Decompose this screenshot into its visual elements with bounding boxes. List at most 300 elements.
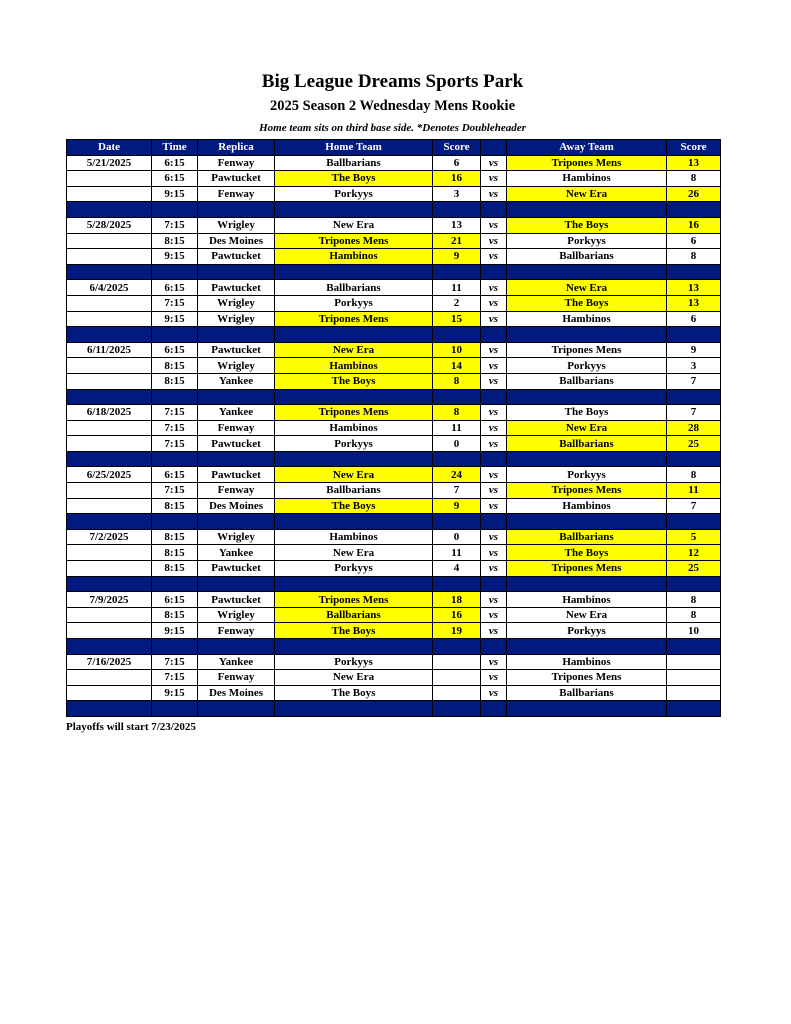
separator-cell (481, 514, 507, 530)
vs-cell: vs (481, 171, 507, 187)
date-cell (67, 483, 152, 499)
table-row (67, 529, 721, 545)
separator-cell (667, 639, 721, 655)
separator-cell (275, 202, 433, 218)
date-cell (67, 623, 152, 639)
table-row (67, 436, 721, 452)
vs-cell: vs (481, 529, 507, 545)
away-score-cell: 25 (667, 436, 721, 452)
replica-cell: Des Moines (198, 685, 275, 701)
replica-cell: Yankee (198, 405, 275, 421)
replica-cell: Pawtucket (198, 467, 275, 483)
away-score-cell: 8 (667, 171, 721, 187)
separator-cell (481, 701, 507, 717)
replica-cell: Pawtucket (198, 280, 275, 296)
separator-cell (198, 639, 275, 655)
away-score-cell (667, 670, 721, 686)
separator-cell (667, 389, 721, 405)
separator-cell (667, 264, 721, 280)
date-cell (67, 373, 152, 389)
home-team-cell: Porkyys (275, 436, 433, 452)
vs-cell: vs (481, 607, 507, 623)
separator-cell (67, 389, 152, 405)
home-score-cell (433, 670, 481, 686)
separator-cell (433, 514, 481, 530)
home-score-cell: 8 (433, 373, 481, 389)
week-separator-row (67, 451, 721, 467)
replica-cell: Pawtucket (198, 561, 275, 577)
replica-cell: Fenway (198, 420, 275, 436)
replica-cell: Fenway (198, 186, 275, 202)
separator-cell (198, 701, 275, 717)
away-score-cell (667, 654, 721, 670)
away-score-cell: 5 (667, 529, 721, 545)
replica-cell: Pawtucket (198, 249, 275, 265)
home-team-cell: The Boys (275, 623, 433, 639)
separator-cell (507, 701, 667, 717)
time-cell: 8:15 (152, 529, 198, 545)
home-team-cell: Hambinos (275, 249, 433, 265)
separator-cell (481, 389, 507, 405)
week-separator-row (67, 264, 721, 280)
separator-cell (152, 264, 198, 280)
week-separator-row (67, 639, 721, 655)
column-header-replica: Replica (198, 140, 275, 156)
table-row (67, 233, 721, 249)
home-team-cell: Hambinos (275, 358, 433, 374)
table-row (67, 545, 721, 561)
away-team-cell: Hambinos (507, 171, 667, 187)
home-score-cell: 3 (433, 186, 481, 202)
table-row (67, 670, 721, 686)
away-team-cell: Porkyys (507, 358, 667, 374)
date-cell: 7/16/2025 (67, 654, 152, 670)
replica-cell: Pawtucket (198, 342, 275, 358)
replica-cell: Wrigley (198, 358, 275, 374)
separator-cell (152, 639, 198, 655)
table-row (67, 685, 721, 701)
home-score-cell: 21 (433, 233, 481, 249)
vs-cell: vs (481, 280, 507, 296)
separator-cell (198, 451, 275, 467)
separator-cell (507, 576, 667, 592)
time-cell: 8:15 (152, 561, 198, 577)
separator-cell (433, 327, 481, 343)
home-score-cell: 11 (433, 545, 481, 561)
week-separator-row (67, 701, 721, 717)
replica-cell: Yankee (198, 545, 275, 561)
away-team-cell: Hambinos (507, 654, 667, 670)
home-team-cell: The Boys (275, 685, 433, 701)
time-cell: 6:15 (152, 342, 198, 358)
separator-cell (198, 576, 275, 592)
schedule-note: Home team sits on third base side. *Denotes Doubleheader (259, 122, 526, 134)
date-cell: 7/2/2025 (67, 529, 152, 545)
separator-cell (667, 576, 721, 592)
home-team-cell: Hambinos (275, 529, 433, 545)
vs-cell: vs (481, 186, 507, 202)
home-score-cell: 9 (433, 498, 481, 514)
vs-cell: vs (481, 249, 507, 265)
vs-cell: vs (481, 685, 507, 701)
away-team-cell: Tripones Mens (507, 670, 667, 686)
time-cell: 9:15 (152, 623, 198, 639)
vs-cell: vs (481, 436, 507, 452)
away-team-cell: Porkyys (507, 623, 667, 639)
date-cell: 6/4/2025 (67, 280, 152, 296)
separator-cell (275, 514, 433, 530)
home-team-cell: Porkyys (275, 561, 433, 577)
date-cell (67, 436, 152, 452)
home-score-cell: 16 (433, 171, 481, 187)
home-score-cell: 2 (433, 295, 481, 311)
separator-cell (481, 639, 507, 655)
home-score-cell: 9 (433, 249, 481, 265)
table-row (67, 420, 721, 436)
away-team-cell: The Boys (507, 405, 667, 421)
away-score-cell: 7 (667, 498, 721, 514)
separator-cell (275, 264, 433, 280)
separator-cell (67, 451, 152, 467)
home-team-cell: Tripones Mens (275, 405, 433, 421)
date-cell (67, 249, 152, 265)
away-team-cell: New Era (507, 280, 667, 296)
time-cell: 6:15 (152, 280, 198, 296)
separator-cell (433, 639, 481, 655)
date-cell: 7/9/2025 (67, 592, 152, 608)
home-score-cell: 11 (433, 280, 481, 296)
separator-cell (433, 202, 481, 218)
replica-cell: Wrigley (198, 607, 275, 623)
away-score-cell: 26 (667, 186, 721, 202)
table-row (67, 654, 721, 670)
separator-cell (152, 202, 198, 218)
vs-cell: vs (481, 483, 507, 499)
separator-cell (67, 264, 152, 280)
date-cell (67, 685, 152, 701)
column-header-vs (481, 140, 507, 156)
separator-cell (433, 451, 481, 467)
separator-cell (198, 264, 275, 280)
table-row (67, 467, 721, 483)
date-cell (67, 186, 152, 202)
separator-cell (152, 576, 198, 592)
separator-cell (198, 514, 275, 530)
time-cell: 6:15 (152, 467, 198, 483)
separator-cell (275, 701, 433, 717)
vs-cell: vs (481, 592, 507, 608)
time-cell: 9:15 (152, 249, 198, 265)
column-header-time: Time (152, 140, 198, 156)
away-team-cell: New Era (507, 607, 667, 623)
away-score-cell: 10 (667, 623, 721, 639)
away-score-cell: 6 (667, 311, 721, 327)
home-team-cell: New Era (275, 217, 433, 233)
column-header-home-team: Home Team (275, 140, 433, 156)
time-cell: 8:15 (152, 233, 198, 249)
separator-cell (481, 576, 507, 592)
week-separator-row (67, 202, 721, 218)
away-score-cell: 16 (667, 217, 721, 233)
vs-cell: vs (481, 467, 507, 483)
column-header-away-score: Score (667, 140, 721, 156)
separator-cell (481, 202, 507, 218)
home-team-cell: Tripones Mens (275, 233, 433, 249)
separator-cell (67, 202, 152, 218)
table-row (67, 483, 721, 499)
home-score-cell: 7 (433, 483, 481, 499)
time-cell: 7:15 (152, 483, 198, 499)
home-team-cell: New Era (275, 342, 433, 358)
vs-cell: vs (481, 670, 507, 686)
time-cell: 7:15 (152, 295, 198, 311)
home-team-cell: Tripones Mens (275, 311, 433, 327)
home-team-cell: Porkyys (275, 295, 433, 311)
week-separator-row (67, 576, 721, 592)
away-team-cell: Hambinos (507, 592, 667, 608)
home-score-cell (433, 685, 481, 701)
separator-cell (507, 202, 667, 218)
separator-cell (152, 451, 198, 467)
separator-cell (433, 264, 481, 280)
away-score-cell: 8 (667, 249, 721, 265)
away-team-cell: The Boys (507, 545, 667, 561)
away-team-cell: The Boys (507, 217, 667, 233)
time-cell: 7:15 (152, 654, 198, 670)
separator-cell (152, 389, 198, 405)
replica-cell: Fenway (198, 670, 275, 686)
away-score-cell: 8 (667, 467, 721, 483)
time-cell: 7:15 (152, 420, 198, 436)
replica-cell: Des Moines (198, 233, 275, 249)
home-team-cell: The Boys (275, 498, 433, 514)
table-row (67, 561, 721, 577)
home-team-cell: Ballbarians (275, 155, 433, 171)
date-cell (67, 233, 152, 249)
vs-cell: vs (481, 342, 507, 358)
home-team-cell: New Era (275, 670, 433, 686)
separator-cell (67, 576, 152, 592)
replica-cell: Fenway (198, 623, 275, 639)
away-score-cell: 25 (667, 561, 721, 577)
time-cell: 8:15 (152, 498, 198, 514)
separator-cell (507, 327, 667, 343)
vs-cell: vs (481, 295, 507, 311)
vs-cell: vs (481, 623, 507, 639)
home-score-cell (433, 654, 481, 670)
time-cell: 9:15 (152, 311, 198, 327)
table-row (67, 311, 721, 327)
away-team-cell: Tripones Mens (507, 155, 667, 171)
week-separator-row (67, 327, 721, 343)
away-team-cell: Ballbarians (507, 529, 667, 545)
away-score-cell: 7 (667, 405, 721, 421)
vs-cell: vs (481, 498, 507, 514)
time-cell: 7:15 (152, 436, 198, 452)
home-score-cell: 14 (433, 358, 481, 374)
table-row (67, 358, 721, 374)
replica-cell: Pawtucket (198, 436, 275, 452)
away-team-cell: The Boys (507, 295, 667, 311)
home-team-cell: New Era (275, 467, 433, 483)
date-cell (67, 498, 152, 514)
home-score-cell: 0 (433, 436, 481, 452)
separator-cell (152, 514, 198, 530)
away-team-cell: Tripones Mens (507, 561, 667, 577)
vs-cell: vs (481, 373, 507, 389)
away-score-cell: 6 (667, 233, 721, 249)
date-cell (67, 545, 152, 561)
time-cell: 7:15 (152, 405, 198, 421)
away-team-cell: Porkyys (507, 233, 667, 249)
away-team-cell: New Era (507, 420, 667, 436)
separator-cell (433, 576, 481, 592)
column-header-away-team: Away Team (507, 140, 667, 156)
separator-cell (67, 701, 152, 717)
date-cell: 6/18/2025 (67, 405, 152, 421)
replica-cell: Wrigley (198, 311, 275, 327)
vs-cell: vs (481, 405, 507, 421)
separator-cell (507, 514, 667, 530)
home-score-cell: 13 (433, 217, 481, 233)
separator-cell (507, 264, 667, 280)
separator-cell (152, 701, 198, 717)
time-cell: 8:15 (152, 545, 198, 561)
schedule-table (66, 139, 721, 717)
home-score-cell: 19 (433, 623, 481, 639)
away-team-cell: Ballbarians (507, 249, 667, 265)
separator-cell (198, 327, 275, 343)
table-row (67, 498, 721, 514)
table-row (67, 373, 721, 389)
time-cell: 8:15 (152, 607, 198, 623)
away-team-cell: Ballbarians (507, 685, 667, 701)
replica-cell: Pawtucket (198, 592, 275, 608)
home-score-cell: 0 (433, 529, 481, 545)
home-team-cell: The Boys (275, 171, 433, 187)
table-row (67, 155, 721, 171)
separator-cell (67, 327, 152, 343)
vs-cell: vs (481, 217, 507, 233)
vs-cell: vs (481, 233, 507, 249)
date-cell: 5/28/2025 (67, 217, 152, 233)
away-team-cell: Tripones Mens (507, 342, 667, 358)
time-cell: 8:15 (152, 358, 198, 374)
time-cell: 6:15 (152, 592, 198, 608)
home-team-cell: The Boys (275, 373, 433, 389)
replica-cell: Yankee (198, 373, 275, 389)
time-cell: 6:15 (152, 171, 198, 187)
separator-cell (198, 389, 275, 405)
vs-cell: vs (481, 420, 507, 436)
table-row (67, 405, 721, 421)
vs-cell: vs (481, 358, 507, 374)
replica-cell: Des Moines (198, 498, 275, 514)
vs-cell: vs (481, 561, 507, 577)
table-row (67, 280, 721, 296)
replica-cell: Wrigley (198, 295, 275, 311)
week-separator-row (67, 389, 721, 405)
away-score-cell: 3 (667, 358, 721, 374)
away-team-cell: Ballbarians (507, 373, 667, 389)
home-team-cell: Tripones Mens (275, 592, 433, 608)
away-team-cell: New Era (507, 186, 667, 202)
away-score-cell: 8 (667, 592, 721, 608)
time-cell: 6:15 (152, 155, 198, 171)
table-row (67, 295, 721, 311)
separator-cell (667, 701, 721, 717)
away-score-cell: 11 (667, 483, 721, 499)
replica-cell: Fenway (198, 155, 275, 171)
separator-cell (433, 701, 481, 717)
replica-cell: Pawtucket (198, 171, 275, 187)
away-team-cell: Hambinos (507, 311, 667, 327)
time-cell: 7:15 (152, 670, 198, 686)
separator-cell (507, 451, 667, 467)
date-cell (67, 311, 152, 327)
home-score-cell: 6 (433, 155, 481, 171)
date-cell (67, 561, 152, 577)
away-score-cell: 7 (667, 373, 721, 389)
table-row (67, 186, 721, 202)
replica-cell: Wrigley (198, 217, 275, 233)
separator-cell (667, 514, 721, 530)
separator-cell (198, 202, 275, 218)
home-team-cell: Ballbarians (275, 483, 433, 499)
home-score-cell: 15 (433, 311, 481, 327)
replica-cell: Wrigley (198, 529, 275, 545)
vs-cell: vs (481, 155, 507, 171)
column-header-home-score: Score (433, 140, 481, 156)
date-cell (67, 295, 152, 311)
date-cell (67, 670, 152, 686)
date-cell (67, 420, 152, 436)
home-team-cell: Ballbarians (275, 280, 433, 296)
home-score-cell: 11 (433, 420, 481, 436)
separator-cell (275, 451, 433, 467)
replica-cell: Yankee (198, 654, 275, 670)
table-row (67, 342, 721, 358)
home-score-cell: 18 (433, 592, 481, 608)
column-header-date: Date (67, 140, 152, 156)
away-score-cell: 13 (667, 280, 721, 296)
separator-cell (481, 451, 507, 467)
away-team-cell: Hambinos (507, 498, 667, 514)
separator-cell (667, 451, 721, 467)
page-subtitle: 2025 Season 2 Wednesday Mens Rookie (269, 98, 516, 114)
home-score-cell: 24 (433, 467, 481, 483)
away-score-cell: 8 (667, 607, 721, 623)
schedule-body (67, 155, 721, 716)
away-team-cell: Ballbarians (507, 436, 667, 452)
table-row (67, 217, 721, 233)
away-score-cell: 12 (667, 545, 721, 561)
separator-cell (275, 576, 433, 592)
home-team-cell: New Era (275, 545, 433, 561)
page-title: Big League Dreams Sports Park (261, 71, 524, 92)
away-score-cell: 9 (667, 342, 721, 358)
separator-cell (67, 514, 152, 530)
date-cell: 6/25/2025 (67, 467, 152, 483)
home-score-cell: 10 (433, 342, 481, 358)
separator-cell (481, 264, 507, 280)
separator-cell (275, 327, 433, 343)
table-row (67, 592, 721, 608)
table-header-row (67, 140, 721, 156)
table-row (67, 249, 721, 265)
week-separator-row (67, 514, 721, 530)
separator-cell (667, 202, 721, 218)
